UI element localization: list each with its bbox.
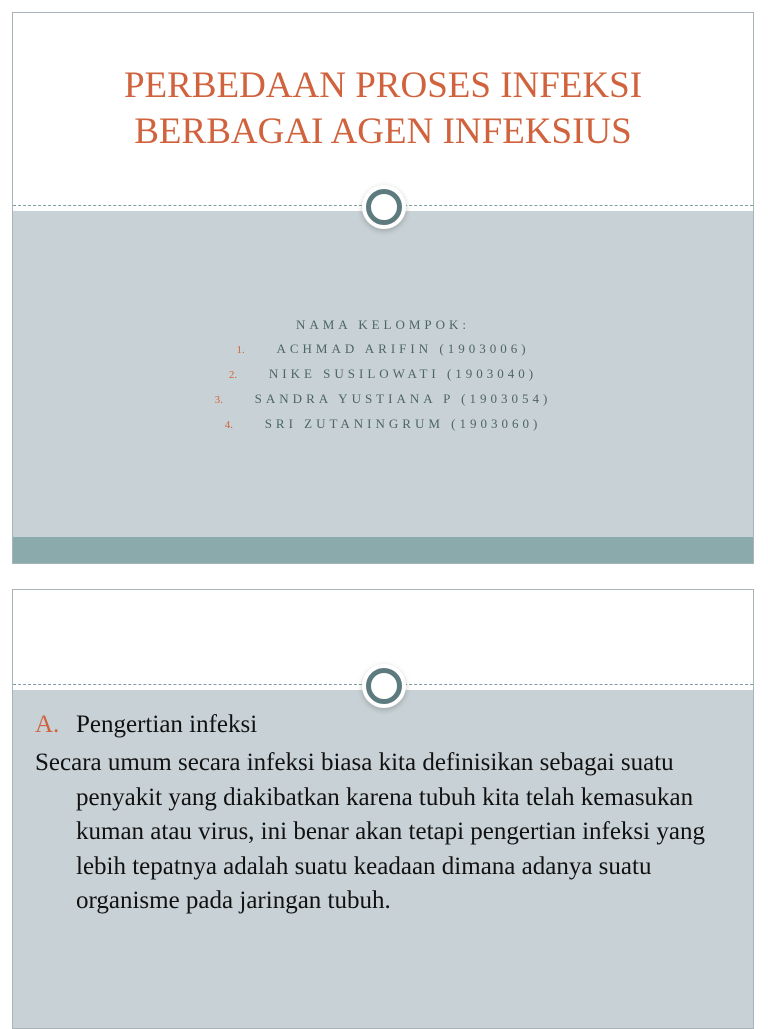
footer-bar bbox=[13, 537, 753, 564]
member-item bbox=[13, 337, 753, 362]
body-paragraph: Secara umum secara infeksi biasa kita definisikan sebagai suatu penyakit yang diakibatkan karena tubuh kita telah kemasukan kuman atau virus, ini benar akan tetapi pengertian infeksi yang lebih tepatnya adalah suatu keadaan dimana adanya suatu organisme pada jaringan tubuh. bbox=[35, 749, 705, 914]
member-item bbox=[13, 387, 753, 412]
content-slide bbox=[12, 589, 754, 1029]
title-area bbox=[13, 13, 753, 205]
member-name: ACHMAD ARIFIN (1903006) bbox=[276, 341, 530, 356]
ring-ornament-icon bbox=[366, 668, 402, 704]
member-name: SANDRA YUSTIANA P (1903054) bbox=[254, 391, 552, 406]
member-item bbox=[13, 362, 753, 387]
members-list bbox=[13, 337, 753, 437]
slide-content bbox=[35, 708, 740, 919]
member-name: SRI ZUTANINGRUM (1903060) bbox=[264, 416, 542, 431]
member-number: 4. bbox=[224, 419, 233, 431]
member-number: 3. bbox=[214, 394, 223, 406]
member-item bbox=[13, 412, 753, 437]
members-heading: NAMA KELOMPOK: bbox=[295, 317, 471, 332]
member-number: 2. bbox=[228, 369, 238, 381]
member-name: NIKE SUSILOWATI (1903040) bbox=[268, 366, 538, 381]
ring-ornament-icon bbox=[366, 189, 402, 225]
slide-title: PERBEDAAN PROSES INFEKSI BERBAGAI AGEN INFEKSIUS bbox=[123, 65, 643, 152]
group-members bbox=[13, 313, 753, 437]
member-number: 1. bbox=[236, 344, 245, 356]
subheading bbox=[35, 708, 740, 742]
subheading-letter: A. bbox=[35, 711, 60, 738]
title-slide bbox=[12, 12, 754, 564]
subheading-text: Pengertian infeksi bbox=[76, 711, 258, 738]
